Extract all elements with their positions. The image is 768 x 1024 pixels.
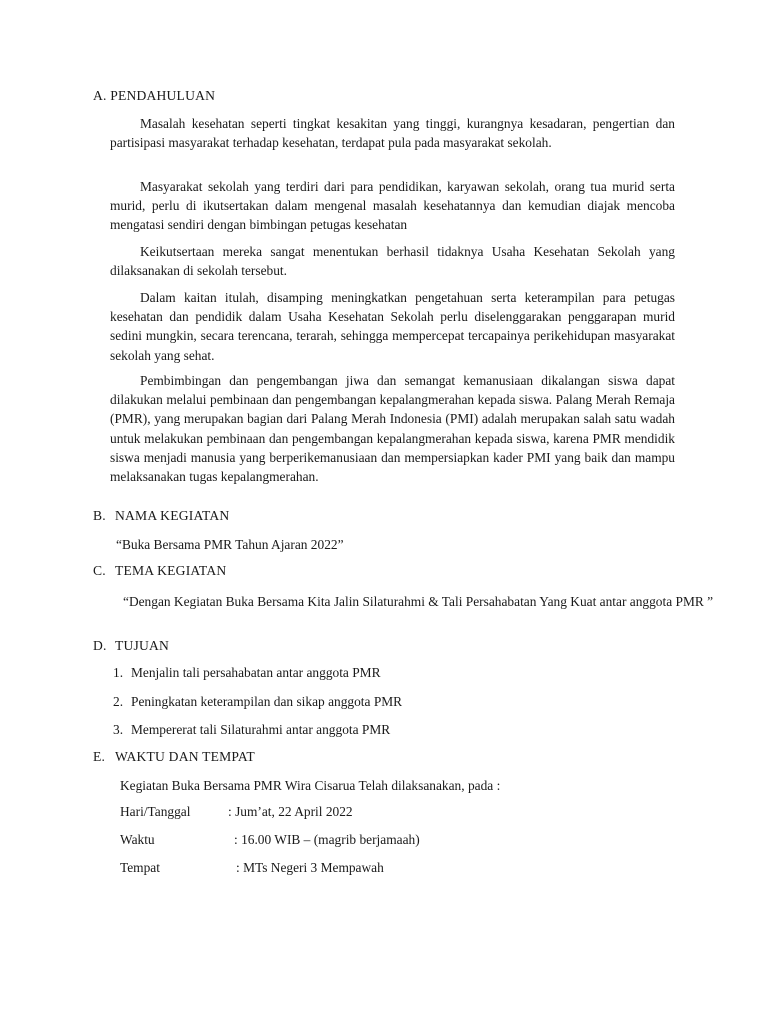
paragraph-3: Keikutsertaan mereka sangat menentukan berhasil tidaknya Usaha Kesehatan Sekolah yang dilaksanakan di sekolah tersebut. [110, 244, 675, 279]
objective-text: Peningkatan keterampilan dan sikap anggota PMR [131, 694, 403, 709]
objective-item-2 [113, 694, 402, 710]
section-b-heading [93, 508, 229, 524]
section-d-heading [93, 638, 169, 654]
objective-number: 2. [113, 694, 124, 709]
date-value: : Jum’at, 22 April 2022 [228, 804, 353, 819]
section-a-title: A. PENDAHULUAN [93, 88, 216, 103]
section-a-heading [93, 88, 215, 104]
objective-number: 1. [113, 665, 124, 680]
paragraph-4: Dalam kaitan itulah, disamping meningkatkan pengetahuan serta keterampilan para petugas kesehatan dan pendidik dalam Usaha Kesehatan Sekolah perlu diselenggarakan penggarapan murid sedini mungkin, secara terencana, terarah, sehingga mempercepat tercapainya perikehidupan masyarakat sekolah yang sehat. [110, 290, 675, 363]
objective-item-1 [113, 665, 381, 681]
time-row [120, 832, 420, 848]
time-label: Waktu [120, 832, 155, 847]
section-d-title: TUJUAN [115, 638, 170, 653]
section-d-letter: D. [93, 638, 107, 653]
objective-number: 3. [113, 722, 124, 737]
place-value: : MTs Negeri 3 Mempawah [236, 860, 384, 875]
objective-text: Mempererat tali Silaturahmi antar anggota PMR [131, 722, 391, 737]
section-b-letter: B. [93, 508, 106, 523]
objective-text: Menjalin tali persahabatan antar anggota PMR [131, 665, 381, 680]
paragraph-1: Masalah kesehatan seperti tingkat kesakitan yang tinggi, kurangnya kesadaran, pengertian dan partisipasi masyarakat terhadap kesehatan, terdapat pula pada masyarakat sekolah. [110, 116, 675, 151]
date-label: Hari/Tanggal [120, 804, 191, 819]
section-e-title: WAKTU DAN TEMPAT [115, 749, 255, 764]
section-c-title: TEMA KEGIATAN [115, 563, 227, 578]
activity-theme: “Dengan Kegiatan Buka Bersama Kita Jalin Silaturahmi & Tali Persahabatan Yang Kuat antar anggota PMR ” [123, 594, 714, 609]
paragraph-2: Masyarakat sekolah yang terdiri dari para pendidikan, karyawan sekolah, orang tua murid serta murid, perlu di ikutsertakan dalam mengenal masalah kesehatannya dan kemudian diajak mencoba mengatasi sendiri dengan bimbingan petugas kesehatan [110, 179, 675, 233]
section-e-letter: E. [93, 749, 106, 764]
section-c-letter: C. [93, 563, 106, 578]
date-row [120, 804, 353, 820]
place-row [120, 860, 384, 876]
time-place-intro: Kegiatan Buka Bersama PMR Wira Cisarua Telah dilaksanakan, pada : [120, 778, 501, 793]
section-c-heading [93, 563, 226, 579]
section-b-title: NAMA KEGIATAN [115, 508, 230, 523]
section-e-heading [93, 749, 255, 765]
place-label: Tempat [120, 860, 160, 875]
objective-item-3 [113, 722, 390, 738]
paragraph-5: Pembimbingan dan pengembangan jiwa dan semangat kemanusiaan dikalangan siswa dapat dilakukan melalui pembinaan dan pengembangan kepalangmerahan kepada siswa. Palang Merah Remaja (PMR), yang merupakan bagian dari Palang Merah Indonesia (PMI) adalah merupakan salah satu wadah untuk melakukan pembinaan dan pengembangan kepalangmerahan kepada siswa, karena PMR mendidik siswa menjadi manusia yang berperikemanusiaan dan mempersiapkan kader PMI yang baik dan mampu melaksanakan tugas kepalangmerahan. [110, 373, 675, 485]
activity-name: “Buka Bersama PMR Tahun Ajaran 2022” [116, 537, 344, 552]
time-value: : 16.00 WIB – (magrib berjamaah) [234, 832, 420, 847]
